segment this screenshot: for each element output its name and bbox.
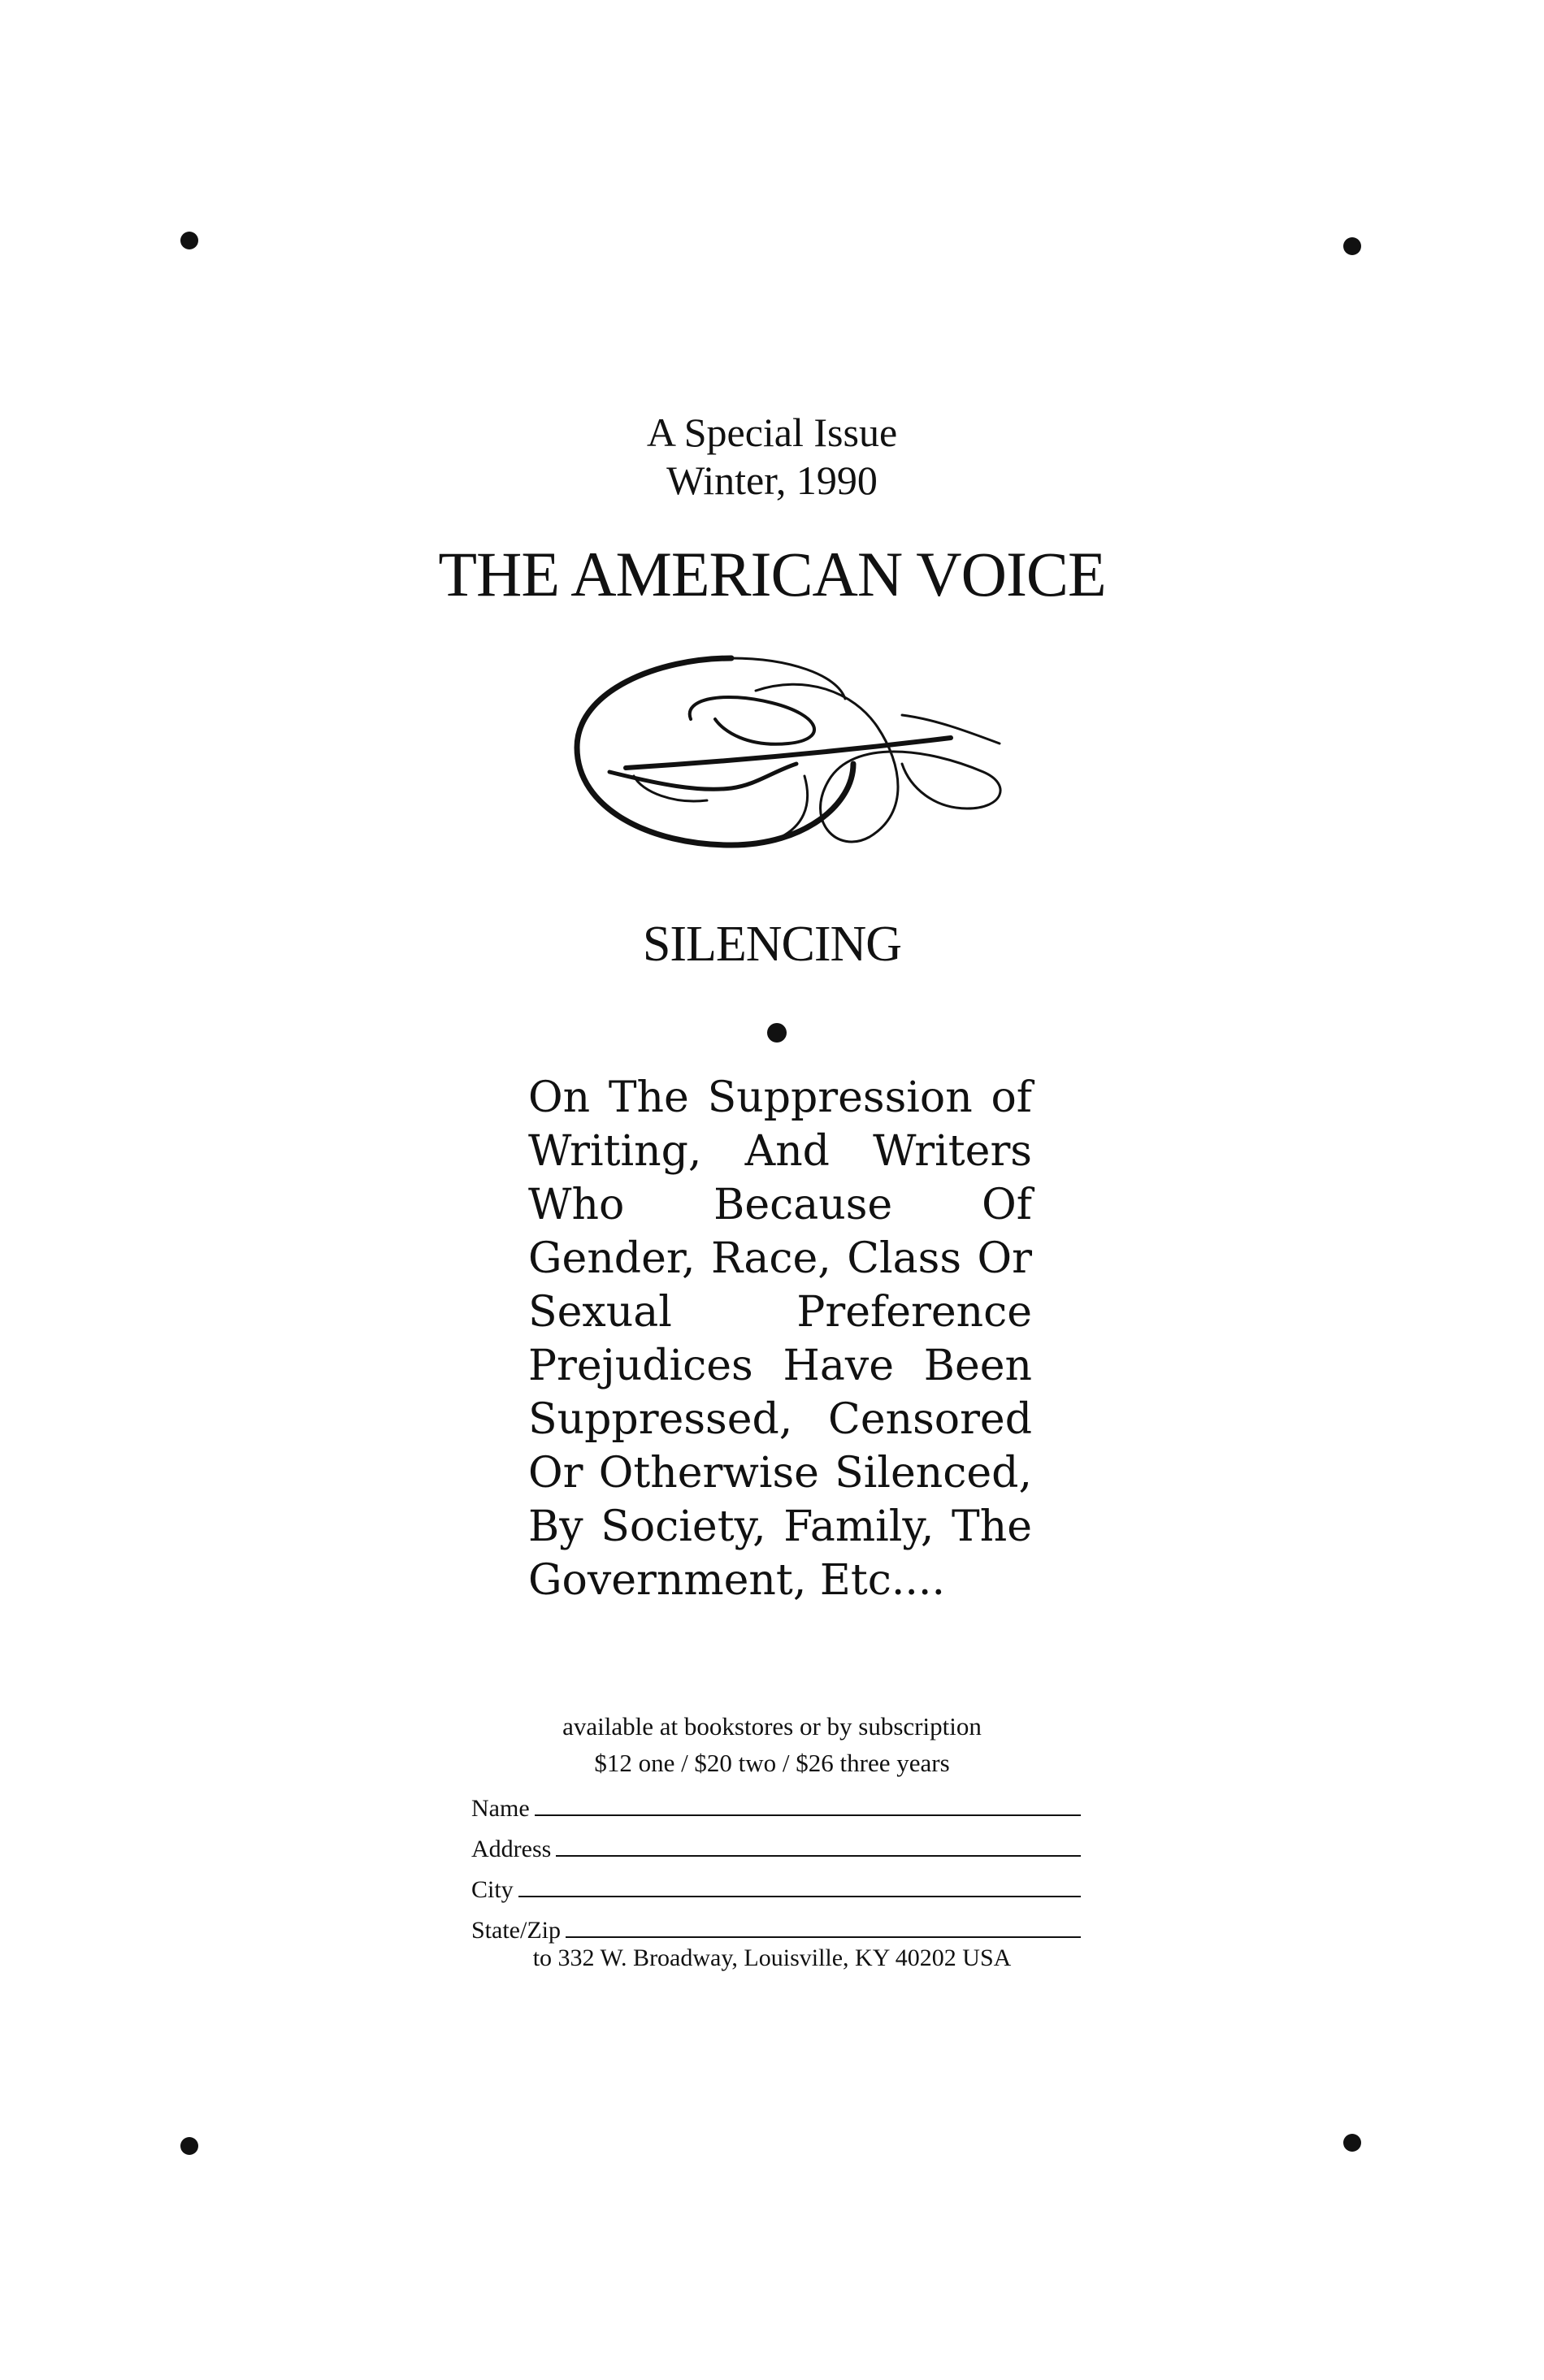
mailing-address: to 332 W. Broadway, Louisville, KY 40202 USA (532, 1944, 1012, 1971)
corner-dot-top-right (1343, 237, 1361, 255)
name-field-label: Name (471, 1795, 530, 1822)
issue-date: Winter, 1990 (666, 457, 878, 503)
city-field-row (471, 1863, 1081, 1904)
corner-dot-bottom-right (1343, 2134, 1361, 2152)
address-field-line[interactable] (556, 1855, 1081, 1857)
name-field-row (471, 1782, 1081, 1823)
city-field-label: City (471, 1876, 514, 1903)
state-zip-field-row (471, 1904, 1081, 1944)
issue-kicker: A Special Issue (646, 410, 898, 455)
subscription-pricing: $12 one / $20 two / $26 three years (594, 1749, 950, 1777)
subscription-form (471, 1782, 1081, 1944)
name-field-line[interactable] (535, 1814, 1081, 1816)
theme-divider-dot (767, 1023, 787, 1043)
corner-dot-bottom-left (180, 2137, 198, 2155)
address-field-label: Address (471, 1836, 552, 1862)
theme-description: On The Suppression of Writing, And Writers Who Because Of Gender, Race, Class Or Sexual Preference Prejudices Have Been Suppressed, Censored Or Otherwise Silenced, By Society, Family, The Government, Etc.... (528, 1073, 1032, 1605)
theme-title: SILENCING (642, 917, 902, 972)
availability-text: available at bookstores or by subscription (562, 1712, 982, 1741)
corner-dot-top-left (180, 232, 198, 249)
flourish-ornament-icon (561, 642, 1016, 869)
state-zip-field-line[interactable] (566, 1936, 1081, 1938)
address-field-row (471, 1823, 1081, 1863)
state-zip-field-label: State/Zip (471, 1917, 561, 1944)
magazine-title: THE AMERICAN VOICE (438, 539, 1106, 609)
city-field-line[interactable] (518, 1896, 1081, 1897)
